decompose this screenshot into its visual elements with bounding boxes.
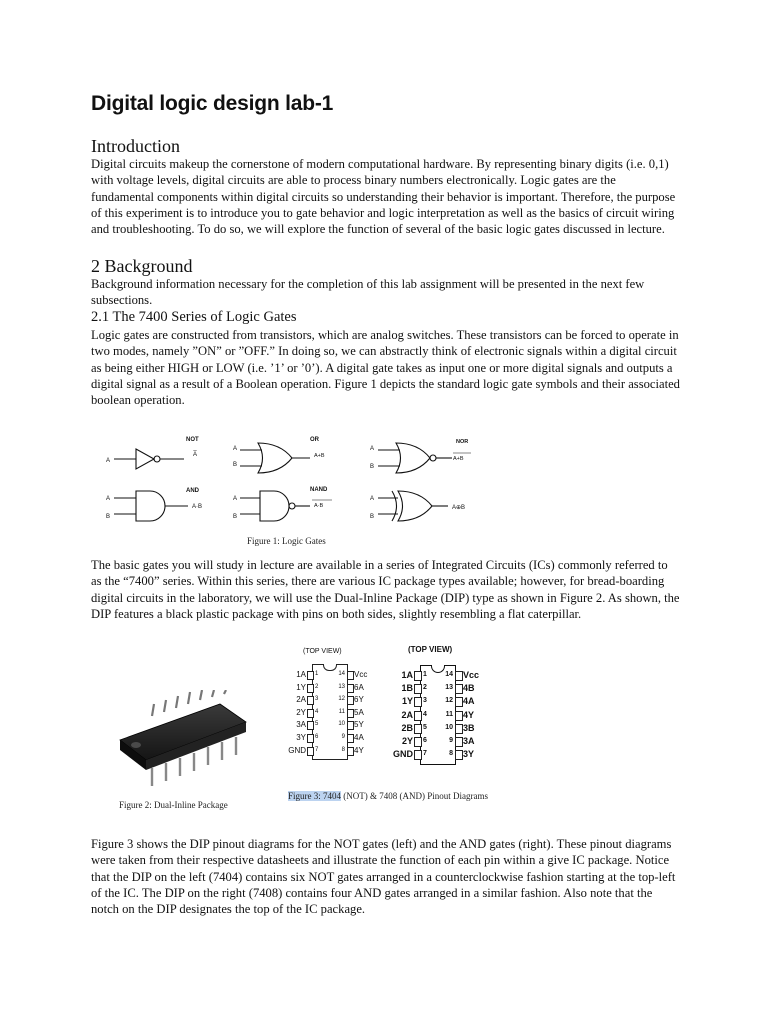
pinout-7404 <box>276 648 376 758</box>
gate-input-label: B <box>106 514 111 520</box>
pin-box <box>455 724 463 734</box>
gate-output-label: A+B <box>453 456 464 462</box>
gate-output-label: A·B <box>192 504 203 510</box>
and-gate-symbol <box>106 488 202 521</box>
gate-output-label: A·B <box>314 503 324 509</box>
pin-label: 5Y <box>354 720 364 730</box>
pin-box <box>307 684 314 693</box>
gate-output-label: A⊕B <box>452 505 466 511</box>
pin-number: 14 <box>445 671 453 678</box>
gate-input-label: A <box>370 446 375 452</box>
pin-number: 8 <box>341 746 345 753</box>
pin-number: 8 <box>449 750 453 758</box>
pin-box <box>347 696 354 705</box>
pin-label: Vcc <box>463 670 480 680</box>
top-view-label: (TOP VIEW) <box>303 648 342 655</box>
nand-gate-symbol <box>233 487 332 521</box>
pin-number: 6 <box>315 734 319 740</box>
pin-label: 2Y <box>401 736 413 746</box>
pin-label: 6A <box>354 682 364 692</box>
pin-label: 4B <box>463 683 475 694</box>
pin-box <box>347 684 354 693</box>
pin-label: 1A <box>296 670 306 679</box>
pin-number: 3 <box>423 697 427 705</box>
pin-label: 3B <box>463 722 475 733</box>
pin-box <box>347 734 354 743</box>
pin-number: 11 <box>445 710 453 718</box>
gate-name-label: OR <box>310 437 319 443</box>
pin-number: 14 <box>338 671 345 677</box>
gate-name-label: NAND <box>310 487 328 493</box>
pin-number: 13 <box>445 684 453 692</box>
notch-icon <box>323 664 337 671</box>
pin-label: 3A <box>463 736 475 746</box>
pin-number: 9 <box>341 734 345 740</box>
pin-box <box>455 711 463 721</box>
figure-2-caption: Figure 2: Dual-Inline Package <box>119 800 228 810</box>
gate-input-label: A <box>106 496 111 502</box>
gate-input-label: B <box>370 464 375 470</box>
pin-number: 2 <box>315 683 319 690</box>
xor-gate-symbol <box>370 491 465 521</box>
top-view-label: (TOP VIEW) <box>408 645 453 654</box>
pin-label: 1B <box>401 683 413 694</box>
nor-gate-symbol <box>370 439 471 473</box>
pin-box <box>347 721 354 730</box>
pin-number: 12 <box>338 696 345 703</box>
pin-label: Vᴄᴄ <box>354 670 368 679</box>
figure-1-logic-gates <box>100 428 500 532</box>
pin-number: 13 <box>338 683 345 690</box>
pin-box <box>414 671 422 681</box>
pinout-7408 <box>380 645 500 765</box>
pin-box <box>414 724 422 734</box>
not-gate-symbol <box>106 437 199 469</box>
pin-number: 6 <box>423 737 427 744</box>
pin-label: 3Y <box>463 749 475 760</box>
pin-label: 3A <box>296 720 306 730</box>
pin-box <box>347 747 354 756</box>
gate-input-label: B <box>370 514 375 520</box>
pin-box <box>307 709 314 718</box>
pin-box <box>455 750 463 760</box>
pin-label: 2Y <box>296 707 306 717</box>
or-gate-symbol <box>233 437 325 473</box>
pin-box <box>347 709 354 718</box>
pin-box <box>414 711 422 721</box>
pin-label: 5A <box>354 707 364 717</box>
gate-output-label: A̅ <box>193 452 198 458</box>
pin-box <box>414 684 422 694</box>
pin-number: 5 <box>315 721 319 728</box>
pin-box <box>414 737 422 747</box>
figure-2-dip-chip <box>116 690 250 794</box>
pin-label: 3Y <box>296 733 306 742</box>
pin-box <box>414 750 422 760</box>
pin-label: 4Y <box>354 745 364 755</box>
pin-number: 2 <box>423 684 427 692</box>
pin-label: 4Y <box>463 709 475 720</box>
pin-label: GND <box>288 745 306 755</box>
pin-box <box>307 747 314 756</box>
pin-label: GND <box>393 749 413 760</box>
pin-label: 4A <box>354 733 364 742</box>
subsection-paragraph: Logic gates are constructed from transistors, which are analog switches. These transistors can be forced to operate in two modes, namely ”ON” or ”OFF.” In doing so, we can abstractly think of electronic signals within a digital circuit as being either HIGH or LOW (i.e. ’1’ or ’0’). A digital gate takes as input one or more digital signals and outputs a digital signal as a result of a Boolean operation. Figure 1 depicts the standard logic gate symbols and their associated boolean operation. <box>91 328 680 408</box>
pin-number: 5 <box>423 723 427 731</box>
gate-input-label: A <box>370 496 375 502</box>
pin-label: 1A <box>401 670 413 680</box>
pin-box <box>455 671 463 681</box>
page-title: Digital logic design lab-1 <box>91 92 334 115</box>
pin-box <box>347 671 354 680</box>
notch-icon <box>131 742 141 748</box>
gate-input-label: A <box>233 496 238 502</box>
pin-label: 1Y <box>296 682 306 692</box>
pin-box <box>414 697 422 707</box>
pin-box <box>307 721 314 730</box>
background-heading: 2 Background <box>91 256 193 276</box>
gate-input-label: A <box>233 446 238 452</box>
gate-input-label: B <box>233 514 238 520</box>
intro-paragraph: Digital circuits makeup the cornerstone of modern computational hardware. By representing binary digits (i.e. 0,1) with voltage levels, digital circuits are able to process binary numbers electronically. Logic gates are the fundamental components within digital circuits so understanding their behavior is important. Therefore, the purpose of this experiment is to introduce you to gate behavior and logic interpretation as well as the basics of circuit wiring and troubleshooting. To do so, we will explore the function of several of the basic logic gates discussed in lecture. <box>91 157 676 237</box>
pin-number: 1 <box>423 671 427 678</box>
gate-name-label: NOR <box>456 439 469 445</box>
gate-output-label: A+B <box>314 453 325 459</box>
pin-box <box>455 697 463 707</box>
pin-number: 12 <box>445 697 453 705</box>
pin-box <box>455 684 463 694</box>
gate-input-label: A <box>106 458 111 464</box>
pin-number: 1 <box>315 671 319 677</box>
pin-number: 11 <box>338 708 345 715</box>
intro-heading: Introduction <box>91 136 180 156</box>
pin-number: 7 <box>315 746 319 753</box>
gate-input-label: B <box>233 462 238 468</box>
pin-label: 6Y <box>354 695 364 705</box>
pin-number: 9 <box>449 737 453 744</box>
pin-number: 4 <box>315 708 319 715</box>
pin-number: 7 <box>423 750 427 758</box>
pin-label: 4A <box>463 696 475 707</box>
figure-3-caption <box>288 791 488 801</box>
background-paragraph: Background information necessary for the completion of this lab assignment will be presented in the next few subsections. <box>91 277 645 308</box>
pinout-paragraph: Figure 3 shows the DIP pinout diagrams for the NOT gates (left) and the AND gates (right). These pinout diagrams were taken from their respective datasheets and illustrate the function of each pin within a give IC package. Notice that the DIP on the left (7404) contains six NOT gates arranged in a counterclockwise fashion starting at the top-left of the IC. The DIP on the right (7408) contains four AND gates arranged in a similar fashion. Also note that the notch on the DIP designates the top of the IC package. <box>91 837 676 917</box>
notch-icon <box>431 665 445 673</box>
pin-label: 1Y <box>401 696 413 707</box>
gate-name-label: AND <box>186 488 199 494</box>
dip-paragraph: The basic gates you will study in lecture are available in a series of Integrated Circuits (ICs) commonly referred to as the “7400” series. Within this series, there are various IC package types available; however, for bread-boarding digital circuits in the laboratory, we will use the Dual-Inline Package (DIP) type as shown in Figure 2. As shown, the DIP features a black plastic package with pins on both sides, slightly resembling a flat caterpillar. <box>91 558 680 621</box>
pin-number: 4 <box>423 710 427 718</box>
pin-label: 2A <box>296 695 306 705</box>
pin-box <box>455 737 463 747</box>
pin-label: 2A <box>401 709 413 720</box>
pin-number: 3 <box>315 696 319 703</box>
figure-1-caption: Figure 1: Logic Gates <box>247 536 326 546</box>
caption-rest: (NOT) & 7408 (AND) Pinout Diagrams <box>341 791 488 801</box>
pin-box <box>307 671 314 680</box>
pin-box <box>307 734 314 743</box>
pin-box <box>307 696 314 705</box>
subsection-heading: 2.1 The 7400 Series of Logic Gates <box>91 309 297 325</box>
pin-label: 2B <box>401 722 413 733</box>
pin-number: 10 <box>445 723 453 731</box>
gate-name-label: NOT <box>186 437 199 443</box>
pin-number: 10 <box>338 721 345 728</box>
caption-highlight: Figure 3: 7404 <box>288 791 341 801</box>
